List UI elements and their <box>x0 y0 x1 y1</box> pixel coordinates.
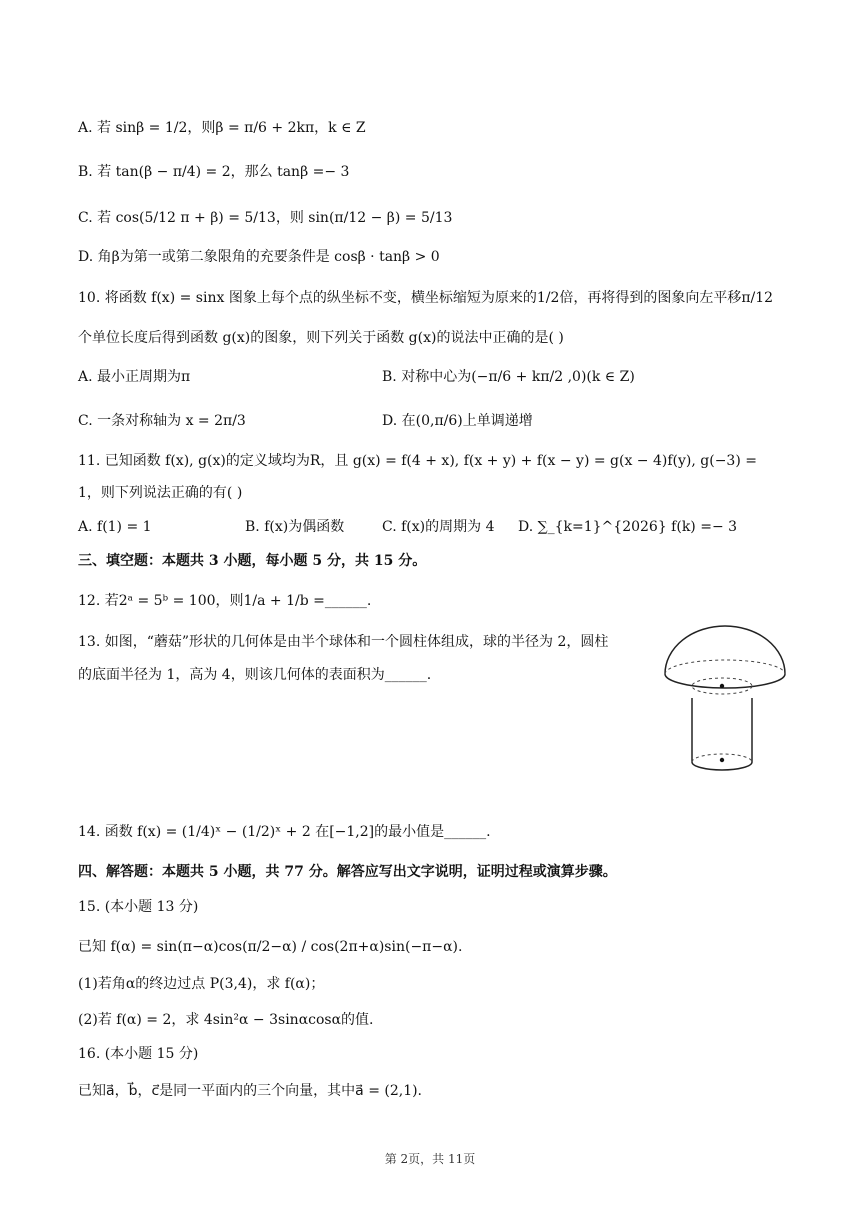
q11-stem-line1: 11. 已知函数 f(x), g(x)的定义域均为R，且 g(x) = f(4 + x), f(x + y) + f(x − y) = g(x − 4)f(y), g(−3) = <box>78 453 757 469</box>
q15-part2: (2)若 f(α) = 2，求 4sin²α − 3sinαcosα的值. <box>78 1012 374 1028</box>
mushroom-figure <box>655 622 795 782</box>
q10-option-d: D. 在(0,π/6)上单调递增 <box>382 413 533 429</box>
q11-option-a: A. f(1) = 1 <box>78 519 152 535</box>
q10-option-b: B. 对称中心为(−π/6 + kπ/2 ,0)(k ∈ Z) <box>382 369 635 385</box>
q11-option-c: C. f(x)的周期为 4 <box>382 519 495 535</box>
q9-option-a: A. 若 sinβ = 1/2，则β = π/6 + 2kπ，k ∈ Z <box>78 120 366 136</box>
q16-stem: 已知a⃗，b⃗，c⃗是同一平面内的三个向量，其中a⃗ = (2,1). <box>78 1083 423 1099</box>
section-4-heading: 四、解答题：本题共 5 小题，共 77 分。解答应写出文字说明，证明过程或演算步骤。 <box>78 864 617 880</box>
q11-stem-line2: 1，则下列说法正确的有( ) <box>78 485 243 501</box>
page-footer: 第 2页，共 11页 <box>384 1152 476 1166</box>
q13-line2: 的底面半径为 1，高为 4，则该几何体的表面积为______. <box>78 667 432 683</box>
q9-option-c: C. 若 cos(5/12 π + β) = 5/13，则 sin(π/12 − β) = 5/13 <box>78 210 453 226</box>
q10-option-c: C. 一条对称轴为 x = 2π/3 <box>78 413 246 429</box>
q11-option-b: B. f(x)为偶函数 <box>245 519 345 535</box>
q12: 12. 若2ᵃ = 5ᵇ = 100，则1/a + 1/b =______. <box>78 593 372 609</box>
q10-option-a: A. 最小正周期为π <box>78 369 191 385</box>
q13-line1: 13. 如图，“蘑菇”形状的几何体是由半个球体和一个圆柱体组成，球的半径为 2，圆柱 <box>78 634 609 650</box>
q11-option-d: D. ∑_{k=1}^{2026} f(k) =− 3 <box>518 519 738 535</box>
q16-title: 16. (本小题 15 分) <box>78 1046 199 1062</box>
q9-option-d: D. 角β为第一或第二象限角的充要条件是 cosβ · tanβ > 0 <box>78 249 440 265</box>
q9-option-b: B. 若 tan(β − π/4) = 2，那么 tanβ =− 3 <box>78 164 350 180</box>
q15-part1: (1)若角α的终边过点 P(3,4)，求 f(α)； <box>78 976 325 992</box>
q15-function: 已知 f(α) = sin(π−α)cos(π/2−α) / cos(2π+α)sin(−π−α). <box>78 939 463 955</box>
section-3-heading: 三、填空题：本题共 3 小题，每小题 5 分，共 15 分。 <box>78 553 427 569</box>
q10-stem-line1: 10. 将函数 f(x) = sinx 图象上每个点的纵坐标不变，横坐标缩短为原来的1/2倍，再将得到的图象向左平移π/12 <box>78 290 774 306</box>
q14: 14. 函数 f(x) = (1/4)ˣ − (1/2)ˣ + 2 在[−1,2]的最小值是______. <box>78 824 491 840</box>
q15-title: 15. (本小题 13 分) <box>78 899 199 915</box>
q10-stem-line2: 个单位长度后得到函数 g(x)的图象，则下列关于函数 g(x)的说法中正确的是( ) <box>78 330 564 346</box>
